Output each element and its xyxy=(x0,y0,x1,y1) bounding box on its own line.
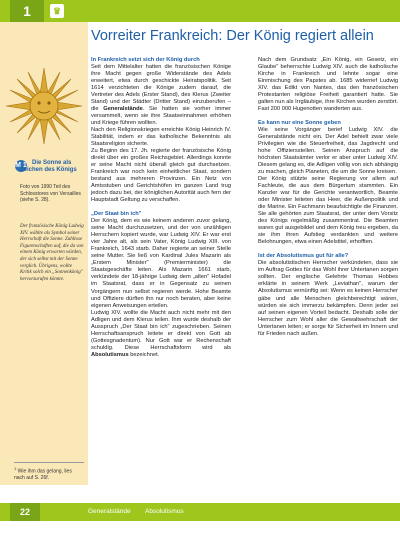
caption-subtitle: Foto von 1990 Teil des Schlosstores von Versailles (siehe S. 28). xyxy=(20,184,81,204)
paragraph: In Frankreich setzt sich der König durch Seit dem Mittelalter hatten die französischen Könige ihre Macht gegen große Widerstände des Adels erweitert, etwa durch geschickte Heiratspolitik. Seit 1614 verzichteten die Könige zudem darauf, die Vertreter des Adels (Erster Stand), des Klerus (Zweiter Stand) und der Städter (Dritter Stand) einzuberufen – die Generalstände. Sie hatten sie vorher immer versammelt, wenn sie ihre Staatseinnahmen erhöhen und Kriege führen wollten. xyxy=(91,57,231,127)
paragraph: Der König stützte seine Regierung vor allem auf Fachleute, die aus dem Bürgertum stammten. Ein Kanzler war für die Gerichte verantwortlich, Beamte oder Minister leiteten das Heer, die Außenpolitik und die Marine. Ein Fachmann beaufsichtigte die Finanzen. Sie alle gehörten zum Staatsrat, der unter dem Vorsitz des Königs regelmäßig zusammentrat. Die Beamten waren gut ausgebildet und dem König treu ergeben, da sie ihm ihren Aufstieg verdankten und weitere Belohnungen, etwa einen Adelstitel, erhofften. xyxy=(258,176,398,246)
footnote-mark: 1 xyxy=(14,466,17,471)
term-generalstaende: Generalstände xyxy=(103,106,143,113)
footnote xyxy=(14,462,84,482)
crown-icon: ♛ xyxy=(50,4,64,18)
chapter-number: 1 xyxy=(10,0,44,22)
footer-link-absolutismus[interactable]: Absolutismus xyxy=(145,508,184,515)
paragraph: Zu Beginn des 17. Jh. regierte der französische König direkt über ein großes Reichsgebiet. Allerdings konnte er seine Macht nicht überall gleich gut durchsetzen. Frankreich war noch kein einheitlicher Staat, sondern bestand aus mehreren Provinzen. Ein Netz von Amtsstuben und Gerichtshöfen im ganzen Land trug jedoch dazu bei, der königlichen Autorität auch fern der Hauptstadt Geltung zu verschaffen. xyxy=(91,148,231,204)
sun-ornament-icon xyxy=(4,66,84,146)
caption-number: M 1 xyxy=(15,160,27,172)
paragraph: Nach dem Grundsatz „Ein König, ein Gesetz, ein Glaube" beherrschte Ludwig XIV. auch die katholische Kirche in Frankreich und lehnte sogar eine Einmischung des Papstes ab. 1685 widerrief Ludwig XIV. das Edikt von Nantes, das den französischen Protestanten religiöse Freiheit garantiert hatte. Sie galten nun als Irrgläubige, ihre Kirchen wurden zerstört. Fast 200 000 Hugenotten wanderten aus. xyxy=(258,57,398,113)
paragraph: Wie seine Vorgänger berief Ludwig XIV. die Generalstände nicht ein. Der Adel behielt zwar viele Privilegien wie die Steuerfreiheit, das Jagdrecht und hohe Offiziersstellen. Seinen Anspruch auf die höchsten Staatsämter verlor er aber unter Ludwig XIV. Diesem gelang es, die Adligen völlig von sich abhängig zu machen, gleich Planeten, die um die Sonne kreisen. xyxy=(258,127,398,176)
caption-title: Die Sonne als Zeichen des Königs xyxy=(20,160,77,174)
section-heading: „Der Staat bin ich" xyxy=(91,211,142,218)
paragraph: Ludwig XIV. wollte die Macht auch nicht mehr mit den Adligen und dem Klerus teilen. Ihm wurde deshalb der Ausspruch „Der Staat bin ich" zugeschrieben. Seinen Herrschaftsanspruch leitete er direkt von Gott ab (Gottesgnadentum). Nur Gott war er Rechenschaft schuldig. Diese Herrschaftsform wird als Absolutismus bezeichnet. xyxy=(91,309,231,358)
text-column-left xyxy=(91,57,231,359)
page-title: Vorreiter Frankreich: Der König regiert allein xyxy=(91,28,374,44)
page-number: 22 xyxy=(10,503,40,521)
footnote-text: Wie ihm das gelang, lies nach auf S. 26f. xyxy=(14,468,72,482)
paragraph-lead: In Frankreich setzt sich der König durch xyxy=(91,57,200,63)
paragraph: Der König, dem es wie keinem anderen zuvor gelang, seine Macht durchzusetzen, und der von unzähligen Herrschern kopiert wurde, war Ludwig XIV. Er war erst vier Jahre alt, als sein Vater, König Ludwig XIII. von Frankreich, 1643 starb. Daher regierte an seiner Stelle seine Mutter. Sie ließ von Kardinal Jules Mazarin als „Erstem Minister" (Premierminister) die Staatsgeschäfte leiten. Als Mazarin 1661 starb, verkündete der 18-jährige Ludwig dem „alten" Hofadel im Staatsrat, dass er in Gegensatz zu seinen Vorgängern nun selbst regieren werde. Hohe Beamte und Offiziere dürften ihn nur noch beraten, aber keine eigenen Anweisungen erteilen. xyxy=(91,218,231,309)
top-bar xyxy=(0,0,400,22)
section-heading: Es kann nur eine Sonne geben xyxy=(258,120,341,127)
paragraph: Nach den Religionskriegen erreichte König Heinrich IV. Stabilität, indem er das katholische Bekenntnis als Staatsreligion sicherte. xyxy=(91,127,231,148)
paragraph: Die absolutistischen Herrscher verkündeten, dass sie im Auftrag Gottes für das Wohl ihrer Untertanen sorgen sollten. Der englische Gelehrte Thomas Hobbes erklärte in seinem Werk „Leviathan", warum der Absolutismus vernünftig sei: Wenn es keinen Herrscher gäbe und alle Menschen gleichberechtigt wären, würden sie sich immerzu bekämpfen. Denn jeder sei auf seinen eigenen Vorteil bedacht. Deshalb solle der Herrscher zum Wohl aller die Gewaltwehrschaft der Untertanen leiten; er sorge für Sicherheit im Innern und für Frieden nach außen. xyxy=(258,260,398,337)
caption-text: Der französische König Ludwig XIV. wählte als Symbol seiner Herrschaft die Sonne. Zahllose Figurenschaften auf, die da von einem König erwarten würden, der sich selbst mit der Sonne verglich. Übrigens, wollte Kritik solch ein „Sonnenkönig" hervorzurufen könnte. xyxy=(20,224,84,282)
bottom-bar xyxy=(0,503,400,521)
text-column-right xyxy=(258,57,398,338)
footer-link-generalstaende[interactable]: Generalstände xyxy=(88,508,131,515)
section-heading: Ist der Absolutismus gut für alle? xyxy=(258,253,349,260)
term-absolutismus: Absolutismus xyxy=(91,351,129,358)
